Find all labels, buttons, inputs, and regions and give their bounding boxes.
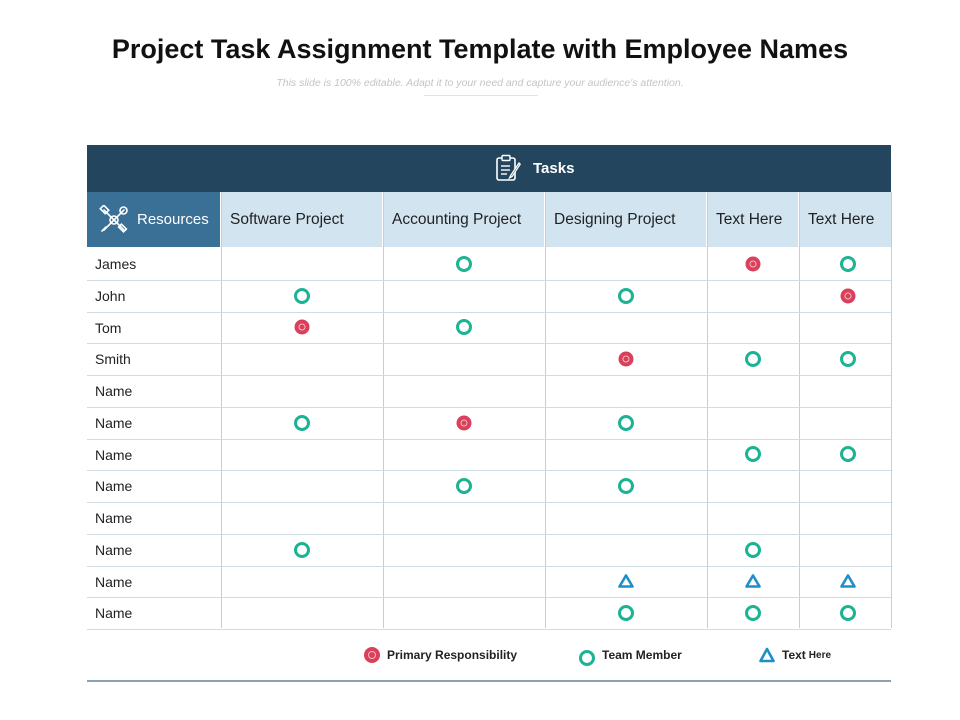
primary-responsibility-icon (295, 320, 310, 335)
row-divider (87, 407, 891, 408)
team-member-icon (294, 542, 310, 558)
team-member-icon (745, 542, 761, 558)
triangle-icon (759, 647, 775, 663)
row-divider (87, 343, 891, 344)
primary-responsibility-icon (841, 288, 856, 303)
legend-primary-label: Primary Responsibility (387, 648, 518, 662)
row-divider (87, 439, 891, 440)
column-divider (707, 192, 708, 628)
row-name: John (95, 287, 126, 304)
subtitle-divider (424, 95, 538, 96)
row-divider (87, 597, 891, 598)
row-divider (87, 566, 891, 567)
column-divider (221, 192, 222, 628)
legend-team-label: Team Member (602, 648, 682, 662)
tasks-header-label: Tasks (533, 159, 575, 177)
column-header-text-here-2: Text Here (799, 192, 891, 247)
legend-text-label-tail: Here (808, 649, 832, 661)
resources-header (87, 192, 220, 247)
row-name: Name (95, 541, 133, 558)
primary-responsibility-icon (746, 256, 761, 271)
row-name: Tom (95, 319, 122, 336)
team-member-icon (618, 478, 634, 494)
team-member-icon (745, 351, 761, 367)
clipboard-checklist-icon (495, 154, 521, 182)
row-name: Name (95, 478, 133, 495)
team-member-icon (294, 288, 310, 304)
text-here-triangle-icon (840, 574, 856, 588)
row-divider (87, 280, 891, 281)
team-member-icon (456, 256, 472, 272)
team-member-icon (840, 256, 856, 272)
row-divider (87, 502, 891, 503)
row-name: Name (95, 573, 133, 590)
team-member-icon (618, 288, 634, 304)
resources-label: Resources (137, 211, 209, 228)
team-member-icon (840, 351, 856, 367)
row-name: Name (95, 605, 133, 622)
text-here-triangle-icon (745, 574, 761, 588)
tasks-header-bar (87, 145, 891, 192)
row-name: Name (95, 414, 133, 431)
row-name: Name (95, 383, 133, 399)
team-member-icon (840, 446, 856, 462)
tools-icon (99, 205, 129, 235)
team-member-icon (579, 650, 595, 666)
column-divider (545, 192, 546, 628)
column-header-text-here-1: Text Here (707, 192, 798, 247)
team-member-icon (840, 605, 856, 621)
legend-text (759, 646, 831, 664)
column-divider (799, 192, 800, 628)
row-name: Smith (95, 351, 131, 368)
row-divider (87, 470, 891, 471)
legend-text-label: Text (782, 648, 806, 662)
row-name: Name (95, 446, 133, 463)
team-member-icon (294, 415, 310, 431)
team-member-icon (618, 415, 634, 431)
column-header-software-project: Software Project (221, 192, 382, 247)
primary-responsibility-icon (619, 352, 634, 367)
primary-responsibility-icon (364, 647, 380, 663)
bottom-divider (87, 680, 891, 682)
column-header-accounting-project: Accounting Project (383, 192, 544, 247)
team-member-icon (745, 605, 761, 621)
page-subtitle: This slide is 100% editable. Adapt it to your need and capture your audience's attention. (276, 77, 684, 89)
row-divider (87, 312, 891, 313)
column-header-designing-project: Designing Project (545, 192, 706, 247)
row-divider (87, 534, 891, 535)
row-divider (87, 629, 891, 630)
row-name: James (95, 256, 137, 272)
legend-primary (364, 646, 517, 664)
legend-team (579, 646, 682, 664)
column-divider (891, 192, 892, 628)
row-name: Name (95, 510, 133, 526)
column-divider (383, 192, 384, 628)
text-here-triangle-icon (618, 574, 634, 588)
team-member-icon (618, 605, 634, 621)
page-title: Project Task Assignment Template with Employee Names (111, 34, 849, 64)
tasks-header (495, 152, 574, 184)
team-member-icon (456, 478, 472, 494)
team-member-icon (745, 446, 761, 462)
primary-responsibility-icon (457, 415, 472, 430)
team-member-icon (456, 319, 472, 335)
row-divider (87, 375, 891, 376)
